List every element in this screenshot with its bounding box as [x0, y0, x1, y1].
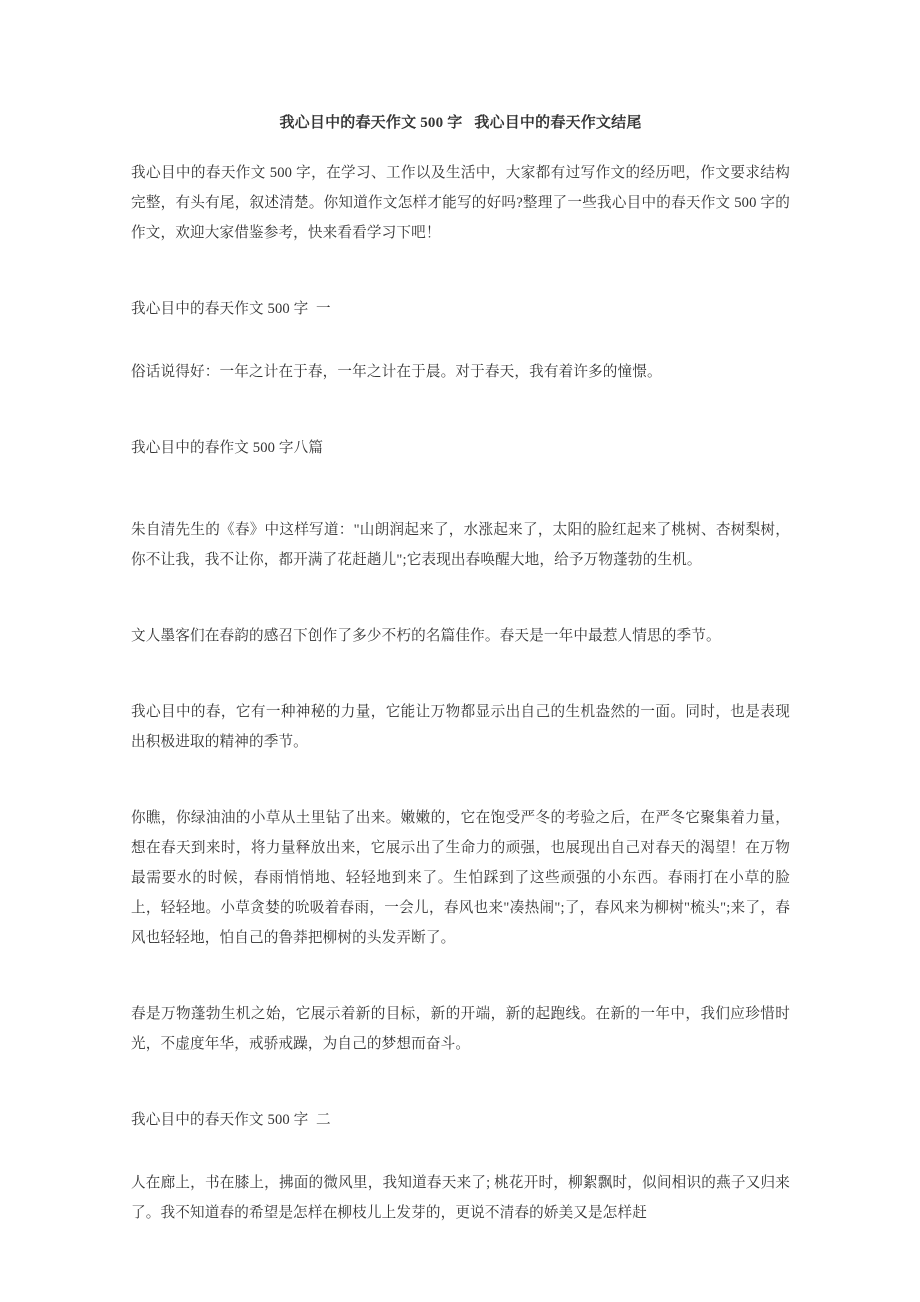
section-one-paragraph-1: 俗话说得好：一年之计在于春，一年之计在于晨。对于春天，我有着许多的憧憬。	[131, 364, 662, 380]
page-title: 我心目中的春天作文 500 字 我心目中的春天作文结尾	[279, 115, 642, 131]
section-one-subheading: 我心目中的春作文 500 字八篇	[131, 440, 324, 456]
section-one-paragraph-4: 我心目中的春，它有一种神秘的力量，它能让万物都显示出自己的生机盎然的一面。同时，也是表现出积极进取的精神的季节。	[131, 704, 790, 750]
section-two-paragraph-1: 人在廊上，书在膝上，拂面的微风里，我知道春天来了; 桃花开时，柳絮飘时，似间相识的燕子又归来了。我不知道春的希望是怎样在柳枝儿上发芽的，更说不清春的娇美又是怎样赶	[131, 1175, 790, 1221]
section-heading-two: 我心目中的春天作文 500 字 二	[131, 1112, 331, 1128]
intro-paragraph: 我心目中的春天作文 500 字，在学习、工作以及生活中，大家都有过写作文的经历吧，作文要求结构完整，有头有尾，叙述清楚。你知道作文怎样才能写的好吗?整理了一些我心目中的春天作文 500 字的作文，欢迎大家借鉴参考，快来看看学习下吧！	[131, 165, 790, 241]
section-heading-one: 我心目中的春天作文 500 字 一	[131, 301, 331, 317]
section-one-paragraph-5: 你瞧，你绿油油的小草从土里钻了出来。嫩嫩的，它在饱受严冬的考验之后，在严冬它聚集着力量，想在春天到来时，将力量释放出来，它展示出了生命力的顽强，也展现出自己对春天的渴望！在万物最需要水的时候，春雨悄悄地、轻轻地到来了。生怕踩到了这些顽强的小东西。春雨打在小草的脸上，轻轻地。小草贪婪的吮吸着春雨，一会儿，春风也来"凑热闹";了，春风来为柳树"梳头";来了，春风也轻轻地，怕自己的鲁莽把柳树的头发弄断了。	[131, 810, 790, 946]
section-one-paragraph-2: 朱自清先生的《春》中这样写道："山朗润起来了，水涨起来了，太阳的脸红起来了桃树、杏树梨树，你不让我，我不让你，都开满了花赶趟儿";它表现出春唤醒大地，给予万物蓬勃的生机。	[131, 522, 790, 568]
section-one-paragraph-6: 春是万物蓬勃生机之始，它展示着新的目标，新的开端，新的起跑线。在新的一年中，我们应珍惜时光，不虚度年华，戒骄戒躁，为自己的梦想而奋斗。	[131, 1006, 790, 1052]
section-one-paragraph-3: 文人墨客们在春韵的感召下创作了多少不朽的名篇佳作。春天是一年中最惹人情思的季节。	[131, 628, 721, 644]
